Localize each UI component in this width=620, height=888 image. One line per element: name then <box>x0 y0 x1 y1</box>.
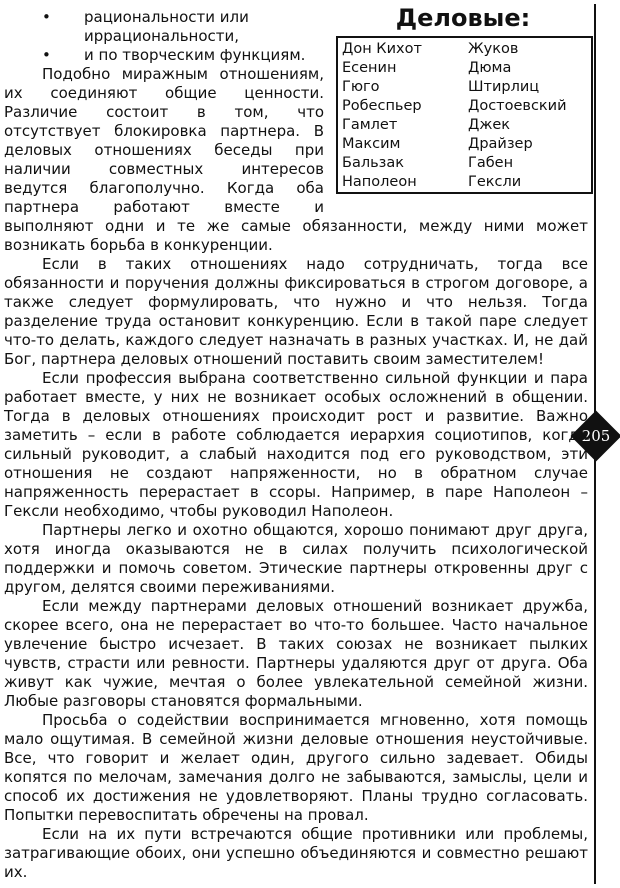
sidebar-left-name: Наполеон <box>342 174 417 190</box>
sidebar-left-name: Робеспьер <box>342 98 422 114</box>
body-text <box>4 8 588 882</box>
bullet-mark: • <box>42 46 51 64</box>
paragraph: Партнеры легко и охотно общаются, хорошо понимают друг друга, хотя иногда оказываются не в силах получить психологической поддержки и помочь советом. Этические партнеры откровенны друг с другом, делятся своими переживаниями. <box>4 521 588 596</box>
paragraph: Если профессия выбрана соответственно сильной функции и пара работает вместе, у них не возникает особых осложнений в общении. Тогда в деловых отношениях происходит рост и развитие. Важно заметить – если в работе соблюдается иерархия социотипов, когда сильный руководит, а слабый находится под его руководством, эти отношения не создают напряженности, но в обратном случае напряженность перерастает в ссоры. Например, в паре Наполеон – Гексли необходимо, чтобы руководил Наполеон. <box>4 369 588 520</box>
bullet-item <box>4 8 324 46</box>
sidebar-right-name: Габен <box>468 155 514 171</box>
sidebar-right-name: Джек <box>468 117 511 133</box>
sidebar-right-name: Драйзер <box>468 136 533 152</box>
sidebar-left-name: Гамлет <box>342 117 398 133</box>
sidebar-right-name: Дюма <box>468 60 512 76</box>
sidebar-left-name: Дон Кихот <box>342 41 422 57</box>
page-number: 205 <box>581 427 611 445</box>
paragraph: Если между партнерами деловых отношений возникает дружба, скорее всего, она не перерастает во что-то большее. Часто начальное увлечение быстро исчезает. В таких союзах не возникает пылких чувств, страсти или ревности. Партнеры удаляются друг от друга. Оба живут как чужие, мечтая о более увлекательной семейной жизни. Любые разговоры становятся формальными. <box>4 597 588 710</box>
bullet-item <box>4 46 324 65</box>
paragraph: Если в таких отношениях надо сотрудничать, тогда все обязанности и поручения должны фиксироваться в строгом договоре, а также следует формулировать, что нужно и что нельзя. Тогда разделение труда остановит конкуренцию. Если в такой паре следует что-то делать, каждого следует назначать в разных участках. И, не дай Бог, партнера деловых отношений поставить своим заместителем! <box>4 255 588 368</box>
paragraph: Подобно миражным отношениям, их соединяют общие ценности. Различие состоит в том, что отсутствует блокировка партнера. В деловых отношениях беседы при наличии совместных интересов ведутся благополучно. Когда оба партнера работают вместе и выполняют одни и те же самые обязанности, между ними может возникать борьба в конкуренции. <box>4 65 588 254</box>
sidebar-title: Деловые: <box>395 4 531 32</box>
sidebar-right-name: Достоевский <box>468 98 567 114</box>
sidebar-left-name: Максим <box>342 136 401 152</box>
paragraph: Просьба о содействии воспринимается мгновенно, хотя помощь мало ощутимая. В семейной жизни деловые отношения неустойчивые. Все, что говорит и желает один, другого сильно задевает. Обиды копятся по мелочам, замечания долго не забываются, замыслы, цели и способ их достижения не удовлетворяют. Планы трудно согласовать. Попытки перевоспитать обречены на провал. <box>4 711 588 824</box>
sidebar-right-name: Гексли <box>468 174 522 190</box>
sidebar-spacer <box>330 8 588 211</box>
sidebar-left-name: Гюго <box>342 79 380 95</box>
sidebar-right-name: Штирлиц <box>468 79 540 95</box>
bullet-text: рациональности или иррациональности, <box>84 8 249 45</box>
sidebar-left-name: Есенин <box>342 60 397 76</box>
sidebar-right-name: Жуков <box>468 41 519 57</box>
bullet-text: и по творческим функциям. <box>84 46 306 64</box>
bullet-mark: • <box>42 8 51 26</box>
sidebar-left-name: Бальзак <box>342 155 405 171</box>
paragraph: Если на их пути встречаются общие противники или проблемы, затрагивающие обоих, они успешно объединяются и совместно решают их. <box>4 825 588 881</box>
